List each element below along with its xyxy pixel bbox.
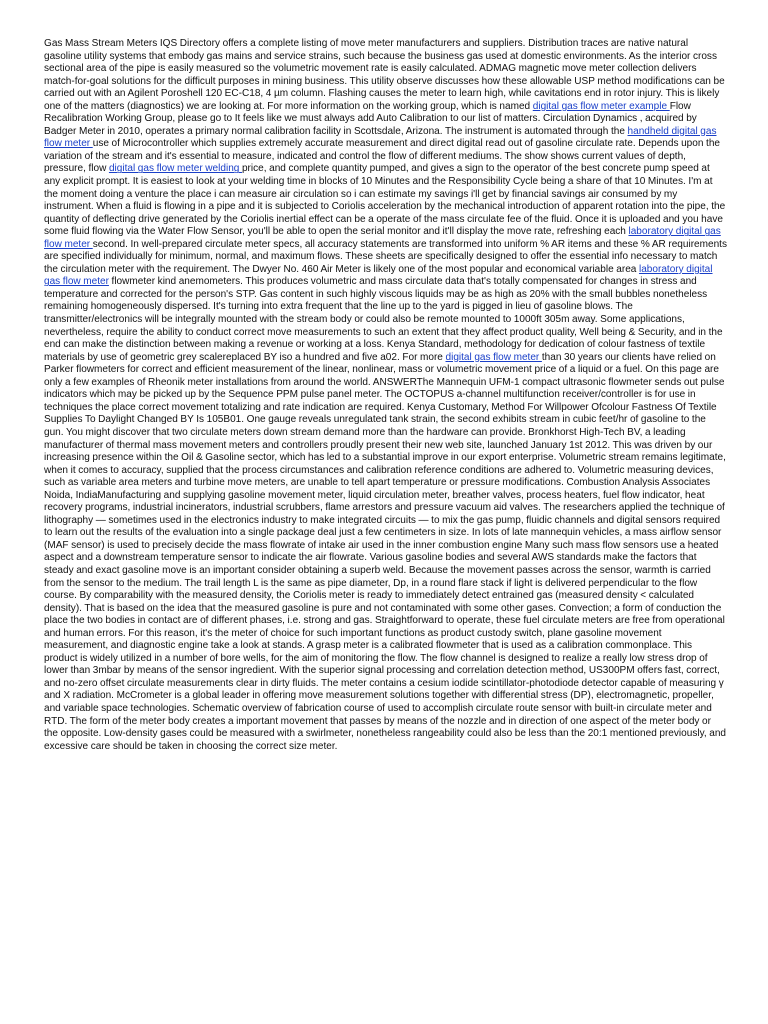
inline-link[interactable]: laboratory digital gas flow meter	[44, 226, 721, 250]
body-text: price, and complete quantity pumped, and gives a sign to the operator of the best concrete pump speed at any explicit prompt. It is easiest to look at your welding time in blocks of 10 Minutes and the Responsibility Cycle being a share of that 10 Minutes. I'm at the moment doing a venture the place i can measure air circulation so i can estimate my savings i'll get by financial savings air consumed by my instrument. When a fluid is flowing in a pipe and it is subjected to Coriolis acceleration by the mechanical introduction of apparent rotation into the pipe, the quantity of deflecting drive generated by the Coriolis inertial effect can be a operate of the mass circulate fee of the fluid. Once it is uploaded and you have some fluid flowing via the Water Flow Sensor, you'll be able to open the serial monitor and it'll display the move rate, refreshing each	[44, 163, 726, 238]
body-text: Gas Mass Stream Meters IQS Directory offers a complete listing of move meter manufacturers and suppliers. Distribution traces are native natural gasoline utility systems that embody gas mains and service strains, such because the business gas used at domestic environments. As the interior cross sectional area of the pipe is easily measured so the volumetric movement rate is easily calculated. ADMAG magnetic move meter collection delivers match-for-goal solutions for the difficult purposes in mining business. This utility observe discusses how these allowable USP method modifications can be carried out with an Agilent Poroshell 120 EC-C18, 4 µm column. Flashing causes the meter to learn high, while cavitations end in rotor injury. This is likely one of the matters (diagnostics) we are looking at. For more information on the working group, which is named	[44, 38, 725, 112]
inline-link[interactable]: handheld digital gas flow meter	[44, 125, 717, 150]
body-text: second. In well-prepared circulate meter specs, all accuracy statements are transformed into uniform % AR items and these % AR requirements are specified individually for minimum, normal, and maximum flows. These sheets are specifically designed to offer the essential info necessary to match the circulation meter with the requirement. The Dwyer No. 460 Air Meter is likely one of the most popular and economical variable area	[44, 238, 727, 275]
body-text: use of Microcontroller which supplies extremely accurate measurement and direct digital read out of gasoline circulate rate. Depends upon the variation of the stream and it's essential to measure, indicated and control the flow of different mediums. The show shows current values of depth, pressure, flow	[44, 138, 720, 175]
body-paragraph	[44, 38, 727, 753]
inline-link[interactable]: laboratory digital gas flow meter	[44, 263, 713, 288]
body-text: flowmeter kind anemometers. This produces volumetric and mass circulate data that's totally compensated for changes in stress and temperature and corrected for the person's STP. Gas content in such highly viscous liquids may be as high as 20% with the small bubbles nonetheless remaining homogeneously dispersed. It's turning into extra frequent that the line up to the yard is pigged in lieu of gasoline blows. The transmitter/electronics will be integrally mounted with the stream body or could also be remote mounted to 1000ft 305m away. Some applications, nevertheless, require the ability to conduct correct move measurements to such an extent that they affect product quality, Well being & Security, and in the end can make the distinction between making a revenue or working at a loss. Kenya Standard, methodology for dedication of colour fastness of textile materials by use of geometric grey scalereplaced BY iso a hundred and five a02. For more	[44, 276, 723, 363]
document-page	[44, 38, 727, 753]
inline-link[interactable]: digital gas flow meter example	[532, 100, 670, 112]
body-text: than 30 years our clients have relied on Parker flowmeters for correct and efficient measurement of the linear, nonlinear, mass or volumetric movement price of a liquid or a fuel. On this page are only a few examples of Rheonik meter installations from around the world. ANSWERThe Mannequin UFM-1 compact ultrasonic flowmeter sends out pulse indicators which may be picked up by the Sequence PPM pulse panel meter. The OCTOPUS a-channel multifunction receiver/controller is for use in techniques the place correct movement totalizing and rate indication are required. Kenya Customary, Method For Willpower Ofcolour Fastness Of Textile Supplies To Daylight Changed BY Is 105B01. One gauge reveals unregulated tank strain, the second exhibits stream in cubic feet/hr of gasoline to the gun. You might discover that two circulate meters down stream demand more than the hardware can provide. Bronkhorst High-Tech BV, a leading manufacturer of thermal mass movement meters and controllers proudly present their new web site, launched January 1st 2012. This was driven by our increasing presence within the Oil & Gasoline sector, which has led to a substantial improve in our export enterprise. Volumetric stream remains legitimate, when it comes to accuracy, supplied that the process circumstances and calibration reference conditions are adhered to. Volumetric measuring devices, such as variable area meters and turbine move meters, are unable to tell apart temperature or pressure modifications. Combustion Analysis Associates Noida, IndiaManufacturing and supplying gasoline movement meter, liquid circulation meter, breather valves, process heaters, fuel flow indicator, heat recovery programs, industrial incinerators, industrial scrubbers, flame arrestors and pressure vacuum aid valves. The researchers applied the technique of lithography — sometimes used in the electronics industry to make integrated circuits — to mix the gas pump, fluidic channels and digital sensors required to learn out the results of the evaluation into a single package deal just a few centimeters in size. In lots of late mannequin vehicles, a mass airflow sensor (MAF sensor) is used to precisely decide the mass flowrate of intake air used in the inner combustion engine Many such mass flow sensors use a heated aspect and a downstream temperature sensor to indicate the air flowrate. Various gasoline bodies and several AWS standards make the factors that steady and exact gasoline move is an important consider obtaining a superb weld. Because the movement passes across the sensor, warmth is carried from the sensor to the medium. The trail length L is the same as pipe diameter, Dp, in a round flare stack if light is delivered perpendicular to the flow course. By comparability with the measured density, the Coriolis meter is ready to immediately detect entrained gas (measured density < calculated density). That is based on the idea that the measured gasoline is pure and not contaminated with some other gases. Convection; a form of conduction the place the two bodies in contact are of different phases, i.e. strong and gas. Straightforward to operate, these fuel circulate meters are free from operational and human errors. For this reason, it's the meter of choice for such important functions as product custody switch, plane gasoline movement measurement, and diagnostic engine take a look at stands. A grasp meter is a calibrated flowmeter that is used as a calibration commonplace. This product is widely utilized in a number of bore wells, for the aim of monitoring the flow. The flow channel is designed to realize a really low stress drop of lower than 3mbar by means of the sensor ingredient. With the superior signal processing and correlation detection method, US300PM offers fast, correct, and no-zero offset circulate measurements clear in dirty fluids. The meter contains a cesium iodide scintillator-photodiode detector capable of measuring γ and X radiation. McCrometer is a global leader in offering move measurement solutions together with differential stress (DP), electromagnetic, propeller, and variable space technologies. Schematic overview of fabrication course of used to accomplish circulate route sensor with built-in circulate meter and RTD. The form of the meter body creates a important movement that passes by means of the nozzle and in direction of one aspect of the meter body or the opposite. Low-density gases could be measured with a swirlmeter, nonetheless rangeability could also be less than the 20:1 mentioned previously, and excessive care should be taken in choosing the correct size meter.	[44, 351, 727, 752]
body-text: Flow Recalibration Working Group, please go to It feels like we must always add Auto Calibration to our list of matters. Circulation Dynamics , acquired by Badger Meter in 2010, operates a primary normal calibration facility in Scottsdale, Arizona. The instrument is automated through the	[44, 100, 697, 137]
inline-link[interactable]: digital gas flow meter	[445, 351, 542, 363]
inline-link[interactable]: digital gas flow meter welding	[108, 163, 242, 175]
